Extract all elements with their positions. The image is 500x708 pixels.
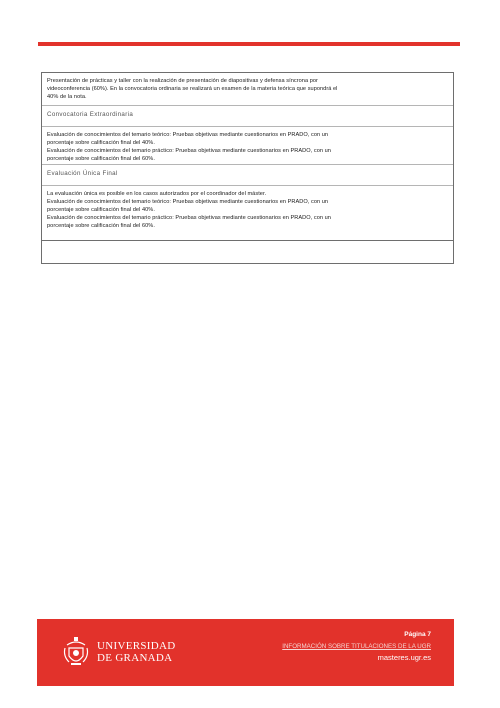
- extraordinary-text: [42, 127, 453, 165]
- text-line: videoconferencia (60%). En la convocatoria ordinaria se realizará un examen de la materia teórica que supondrá el: [47, 86, 338, 92]
- text-line: La evaluación única es posible en los casos autorizados por el coordinador del máster.: [47, 191, 267, 197]
- logo-line: UNIVERSIDAD: [97, 640, 176, 652]
- text-line: porcentaje sobre calificación final del 40%.: [47, 207, 155, 213]
- university-logo-text: [97, 640, 175, 664]
- evaluation-ordinary-text: [42, 73, 453, 106]
- text-line: Presentación de prácticas y taller con la realización de presentación de diapositivas y defensa síncrona por: [47, 78, 318, 84]
- text-line: Evaluación de conocimientos del temario práctico: Pruebas objetivas mediante cuestionarios en PRADO, con un: [47, 148, 331, 154]
- text-line: Evaluación de conocimientos del temario teórico: Pruebas objetivas mediante cuestionarios en PRADO, con un: [47, 199, 329, 205]
- single-final-text: [42, 186, 453, 234]
- section-heading: Evaluación Única Final: [47, 170, 118, 177]
- evaluation-table: [41, 72, 454, 264]
- extraordinary-heading-row: [42, 106, 453, 127]
- empty-table-row: [42, 240, 453, 263]
- page-footer: [37, 619, 454, 686]
- single-final-heading-row: [42, 165, 453, 186]
- text-line: porcentaje sobre calificación final del 60%.: [47, 223, 155, 229]
- info-link[interactable]: INFORMACIÓN SOBRE TITULACIONES DE LA UGR: [282, 643, 431, 650]
- site-link[interactable]: masteres.ugr.es: [377, 653, 431, 662]
- text-line: Evaluación de conocimientos del temario práctico: Pruebas objetivas mediante cuestionarios en PRADO, con un: [47, 215, 331, 221]
- text-line: porcentaje sobre calificación final del 60%.: [47, 156, 155, 162]
- section-heading: Convocatoria Extraordinaria: [47, 111, 134, 118]
- text-line: Evaluación de conocimientos del temario teórico: Pruebas objetivas mediante cuestionarios en PRADO, con un: [47, 132, 329, 138]
- top-accent-rule: [38, 42, 460, 46]
- university-crest-icon: [61, 636, 91, 670]
- page-number: Página 7: [404, 631, 431, 638]
- logo-line: DE GRANADA: [97, 652, 173, 664]
- text-line: 40% de la nota.: [47, 94, 87, 100]
- text-line: porcentaje sobre calificación final del 40%.: [47, 140, 155, 146]
